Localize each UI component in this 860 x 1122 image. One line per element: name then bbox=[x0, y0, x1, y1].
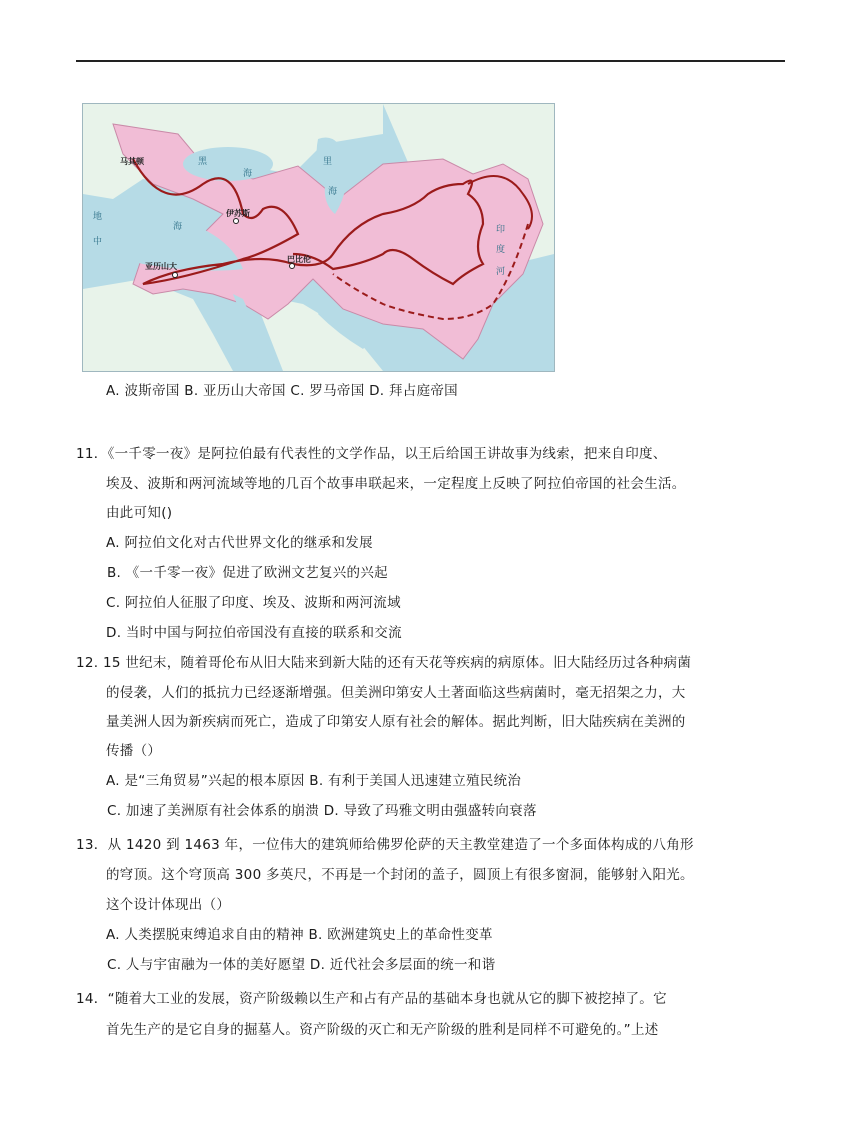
q12-options-ab: A. 是“三角贸易”兴起的根本原因 B. 有利于美国人迅速建立殖民统治 bbox=[106, 773, 522, 789]
q11-stem-line-3: 由此可知() bbox=[106, 505, 173, 521]
sea-char-2: 中 bbox=[93, 237, 103, 247]
label-macedonia: 马其顿 bbox=[120, 157, 144, 166]
sea-char-1: 地 bbox=[93, 212, 103, 222]
q13-stem-line-3: 这个设计体现出（） bbox=[106, 897, 231, 913]
q12-stem-line-1: 12. 15 世纪末，随着哥伦布从旧大陆来到新大陆的还有天花等疾病的病原体。旧大陆经历过各种病菌 bbox=[76, 655, 692, 671]
q10-options: A. 波斯帝国 B. 亚历山大帝国 C. 罗马帝国 D. 拜占庭帝国 bbox=[106, 383, 458, 399]
black-sea bbox=[183, 147, 273, 181]
label-alexandria: 亚历山大 bbox=[145, 262, 177, 271]
sea-char-10: 河 bbox=[496, 267, 506, 277]
header-rule bbox=[76, 60, 785, 62]
sea-char-9: 度 bbox=[496, 245, 506, 255]
q12-stem-line-2: 的侵袭，人们的抵抗力已经逐渐增强。但美洲印第安人土著面临这些病菌时，毫无招架之力，大 bbox=[106, 685, 686, 701]
q11-stem-line-1: 11．《一千零一夜》是阿拉伯最有代表性的文学作品，以王后给国王讲故事为线索，把来自印度、 bbox=[76, 446, 667, 462]
sea-char-6: 里 bbox=[323, 157, 333, 167]
city-alexandria-dot bbox=[173, 273, 178, 278]
q14-stem-line-1: 14．“随着大工业的发展，资产阶级赖以生产和占有产品的基础本身也就从它的脚下被挖掉了。它 bbox=[76, 991, 667, 1007]
city-issus-dot bbox=[234, 219, 239, 224]
sea-char-8: 印 bbox=[496, 225, 506, 235]
q12-options-cd: C. 加速了美洲原有社会体系的崩溃 D. 导致了玛雅文明由强盛转向衰落 bbox=[107, 803, 537, 819]
sea-char-7: 海 bbox=[328, 187, 338, 197]
sea-char-5: 海 bbox=[243, 169, 253, 179]
sea-char-4: 黑 bbox=[198, 157, 208, 167]
label-issus: 伊苏斯 bbox=[226, 209, 250, 218]
empire-map bbox=[83, 104, 554, 371]
map-figure bbox=[82, 103, 555, 372]
q12-stem-line-4: 传播（） bbox=[106, 743, 162, 759]
q13-options-cd: C. 人与宇宙融为一体的美好愿望 D. 近代社会多层面的统一和谐 bbox=[107, 957, 496, 973]
q11-option-b: B. 《一千零一夜》促进了欧洲文艺复兴的兴起 bbox=[107, 565, 388, 581]
q11-stem-line-2: 埃及、波斯和两河流域等地的几百个故事串联起来，一定程度上反映了阿拉伯帝国的社会生活。 bbox=[106, 476, 686, 492]
city-babylon-dot bbox=[290, 264, 295, 269]
q11-option-d: D. 当时中国与阿拉伯帝国没有直接的联系和交流 bbox=[106, 625, 402, 641]
q13-options-ab: A. 人类摆脱束缚追求自由的精神 B. 欧洲建筑史上的革命性变革 bbox=[106, 927, 493, 943]
sea-char-3: 海 bbox=[173, 222, 183, 232]
q11-option-a: A. 阿拉伯文化对古代世界文化的继承和发展 bbox=[106, 535, 373, 551]
label-babylon: 巴比伦 bbox=[287, 255, 311, 264]
q11-option-c: C. 阿拉伯人征服了印度、埃及、波斯和两河流域 bbox=[106, 595, 401, 611]
q12-stem-line-3: 量美洲人因为新疾病而死亡，造成了印第安人原有社会的解体。据此判断，旧大陆疾病在美洲的 bbox=[106, 714, 686, 730]
q13-stem-line-1: 13．从 1420 到 1463 年，一位伟大的建筑师给佛罗伦萨的天主教堂建造了一个多面体构成的八角形 bbox=[76, 837, 694, 853]
q13-stem-line-2: 的穹顶。这个穹顶高 300 多英尺，不再是一个封闭的盖子，圆顶上有很多窗洞，能够射入阳光。 bbox=[106, 867, 694, 883]
q14-stem-line-2: 首先生产的是它自身的掘墓人。资产阶级的灭亡和无产阶级的胜利是同样不可避免的。”上述 bbox=[106, 1022, 659, 1038]
